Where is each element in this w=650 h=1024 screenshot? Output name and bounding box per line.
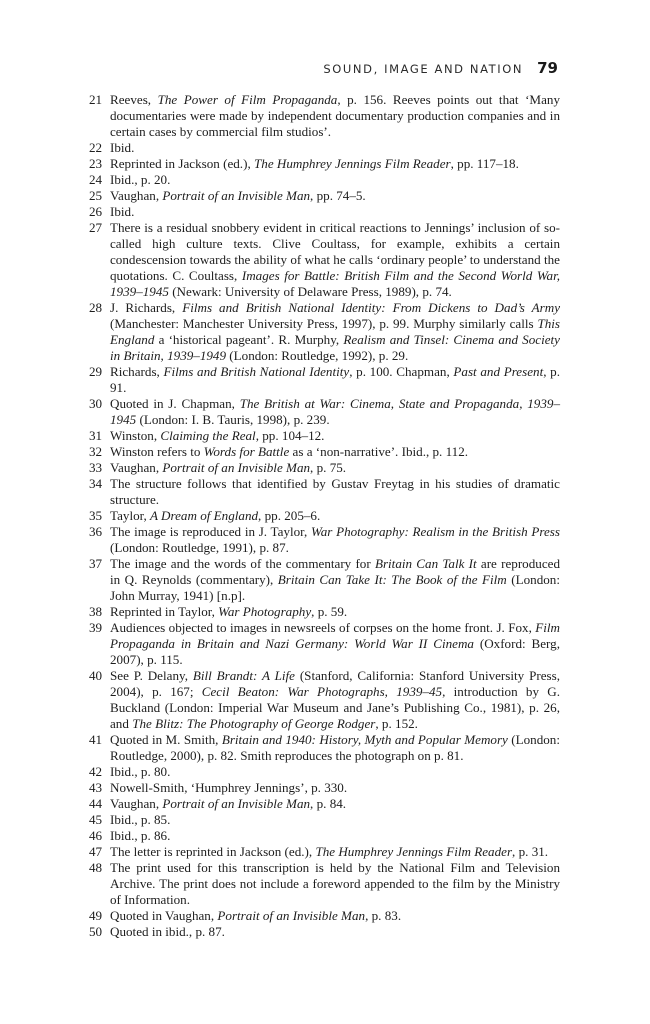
endnote-number: 40	[89, 668, 103, 683]
endnote-number: 49	[89, 908, 103, 923]
endnote	[89, 428, 560, 444]
endnote	[89, 300, 560, 364]
endnote-number: 42	[89, 764, 103, 779]
endnote-text: Richards, Films and British National Identity, p. 100. Chapman, Past and Present, p. 91.	[110, 364, 560, 395]
endnote	[89, 764, 560, 780]
endnote-number: 50	[89, 924, 103, 939]
endnote	[89, 924, 560, 940]
endnote-text: Ibid.	[110, 204, 135, 219]
endnote-text: Winston refers to Words for Battle as a ‘non-narrative’. Ibid., p. 112.	[110, 444, 469, 459]
endnote	[89, 796, 560, 812]
endnote	[89, 732, 560, 764]
endnote	[89, 140, 560, 156]
endnote	[89, 556, 560, 604]
endnote	[89, 812, 560, 828]
endnote-text: The image is reproduced in J. Taylor, War Photography: Realism in the British Press (London: Routledge, 1991), p. 87.	[110, 524, 560, 555]
endnote	[89, 860, 560, 908]
endnote	[89, 844, 560, 860]
endnote-text: Quoted in J. Chapman, The British at War: Cinema, State and Propaganda, 1939–1945 (London: I. B. Tauris, 1998), p. 239.	[110, 396, 560, 427]
endnote-text: Ibid., p. 20.	[110, 172, 171, 187]
endnote	[89, 508, 560, 524]
endnote-text: Taylor, A Dream of England, pp. 205–6.	[110, 508, 321, 523]
endnote-number: 48	[89, 860, 103, 875]
endnote	[89, 156, 560, 172]
endnote-number: 36	[89, 524, 103, 539]
endnote-number: 45	[89, 812, 103, 827]
endnote-text: Vaughan, Portrait of an Invisible Man, p. 75.	[110, 460, 347, 475]
endnote-number: 27	[89, 220, 103, 235]
endnote	[89, 172, 560, 188]
endnote-number: 44	[89, 796, 103, 811]
endnote-number: 29	[89, 364, 103, 379]
endnote	[89, 604, 560, 620]
endnote	[89, 524, 560, 556]
endnote-number: 21	[89, 92, 103, 107]
endnote	[89, 620, 560, 668]
endnote-text: Reprinted in Jackson (ed.), The Humphrey Jennings Film Reader, pp. 117–18.	[110, 156, 519, 171]
endnote-text: Quoted in ibid., p. 87.	[110, 924, 225, 939]
endnote-number: 37	[89, 556, 103, 571]
page-number: 79	[537, 59, 558, 77]
endnote	[89, 460, 560, 476]
endnote-number: 41	[89, 732, 103, 747]
endnote	[89, 828, 560, 844]
endnote-number: 24	[89, 172, 103, 187]
endnote-text: The image and the words of the commentary for Britain Can Talk It are reproduced in Q. Reynolds (commentary), Britain Can Take It: The Book of the Film (London: John Murray, 1941) [n.p].	[110, 556, 560, 603]
endnote-number: 35	[89, 508, 103, 523]
endnote-text: Vaughan, Portrait of an Invisible Man, p. 84.	[110, 796, 347, 811]
endnote	[89, 476, 560, 508]
endnote-number: 34	[89, 476, 103, 491]
endnote-number: 43	[89, 780, 103, 795]
endnote-number: 47	[89, 844, 103, 859]
endnote	[89, 220, 560, 300]
running-head	[323, 59, 558, 77]
endnotes-list	[89, 92, 560, 940]
endnote-number: 32	[89, 444, 103, 459]
endnote	[89, 188, 560, 204]
endnote-number: 46	[89, 828, 103, 843]
endnote-number: 28	[89, 300, 103, 315]
endnote-number: 33	[89, 460, 103, 475]
endnote-text: Quoted in Vaughan, Portrait of an Invisible Man, p. 83.	[110, 908, 402, 923]
endnote-number: 31	[89, 428, 103, 443]
endnote-number: 22	[89, 140, 103, 155]
endnote-text: The structure follows that identified by Gustav Freytag in his studies of dramatic structure.	[110, 476, 560, 507]
endnote	[89, 364, 560, 396]
endnote-number: 39	[89, 620, 103, 635]
endnote-number: 25	[89, 188, 103, 203]
endnote	[89, 444, 560, 460]
endnote	[89, 668, 560, 732]
endnote-text: Vaughan, Portrait of an Invisible Man, pp. 74–5.	[110, 188, 366, 203]
endnote-text: Ibid., p. 85.	[110, 812, 171, 827]
endnote-text: Ibid.	[110, 140, 135, 155]
endnote-text: Ibid., p. 80.	[110, 764, 171, 779]
endnote-text: J. Richards, Films and British National Identity: From Dickens to Dad’s Army (Manchester: Manchester University Press, 1997), p. 99. Murphy similarly calls This England a ‘historical pageant’. R. Murphy, Realism and Tinsel: Cinema and Society in Britain, 1939–1949 (London: Routledge, 1992), p. 29.	[110, 300, 561, 363]
endnote-text: Ibid., p. 86.	[110, 828, 171, 843]
endnote-text: The print used for this transcription is held by the National Film and Television Archive. The print does not include a foreword appended to the film by the Ministry of Information.	[110, 860, 560, 907]
endnote-text: Reeves, The Power of Film Propaganda, p. 156. Reeves points out that ‘Many documentaries were made by independent documentary production companies and in certain cases by commercial film studios’.	[110, 92, 560, 139]
endnote	[89, 780, 560, 796]
endnote-text: Reprinted in Taylor, War Photography, p. 59.	[110, 604, 348, 619]
endnote	[89, 92, 560, 140]
endnote-number: 30	[89, 396, 103, 411]
endnote-number: 26	[89, 204, 103, 219]
endnote-text: Quoted in M. Smith, Britain and 1940: History, Myth and Popular Memory (London: Routledge, 2000), p. 82. Smith reproduces the photograph on p. 81.	[110, 732, 560, 763]
endnote-text: Audiences objected to images in newsreels of corpses on the home front. J. Fox, Film Propaganda in Britain and Nazi Germany: World War II Cinema (Oxford: Berg, 2007), p. 115.	[110, 620, 560, 667]
endnote-text: Nowell-Smith, ‘Humphrey Jennings’, p. 330.	[110, 780, 348, 795]
endnote-number: 23	[89, 156, 103, 171]
endnote	[89, 204, 560, 220]
running-title: SOUND, IMAGE AND NATION	[323, 62, 524, 76]
endnote	[89, 908, 560, 924]
endnote-text: The letter is reprinted in Jackson (ed.), The Humphrey Jennings Film Reader, p. 31.	[110, 844, 549, 859]
endnote-number: 38	[89, 604, 103, 619]
endnote	[89, 396, 560, 428]
endnote-text: See P. Delany, Bill Brandt: A Life (Stanford, California: Stanford University Press, 2004), p. 167; Cecil Beaton: War Photographs, 1939–45, introduction by G. Buckland (London: Imperial War Museum and Jane’s Publishing Co., 1981), p. 26, and The Blitz: The Photography of George Rodger, p. 152.	[110, 668, 561, 731]
endnote-text: There is a residual snobbery evident in critical reactions to Jennings’ inclusion of so-called high culture texts. Clive Coultass, for example, exhibits a certain condescension towards the ability of what he calls ‘ordinary people’ to understand the quotations. C. Coultass, Images for Battle: British Film and the Second World War, 1939–1945 (Newark: University of Delaware Press, 1989), p. 74.	[110, 220, 560, 299]
endnote-text: Winston, Claiming the Real, pp. 104–12.	[110, 428, 325, 443]
